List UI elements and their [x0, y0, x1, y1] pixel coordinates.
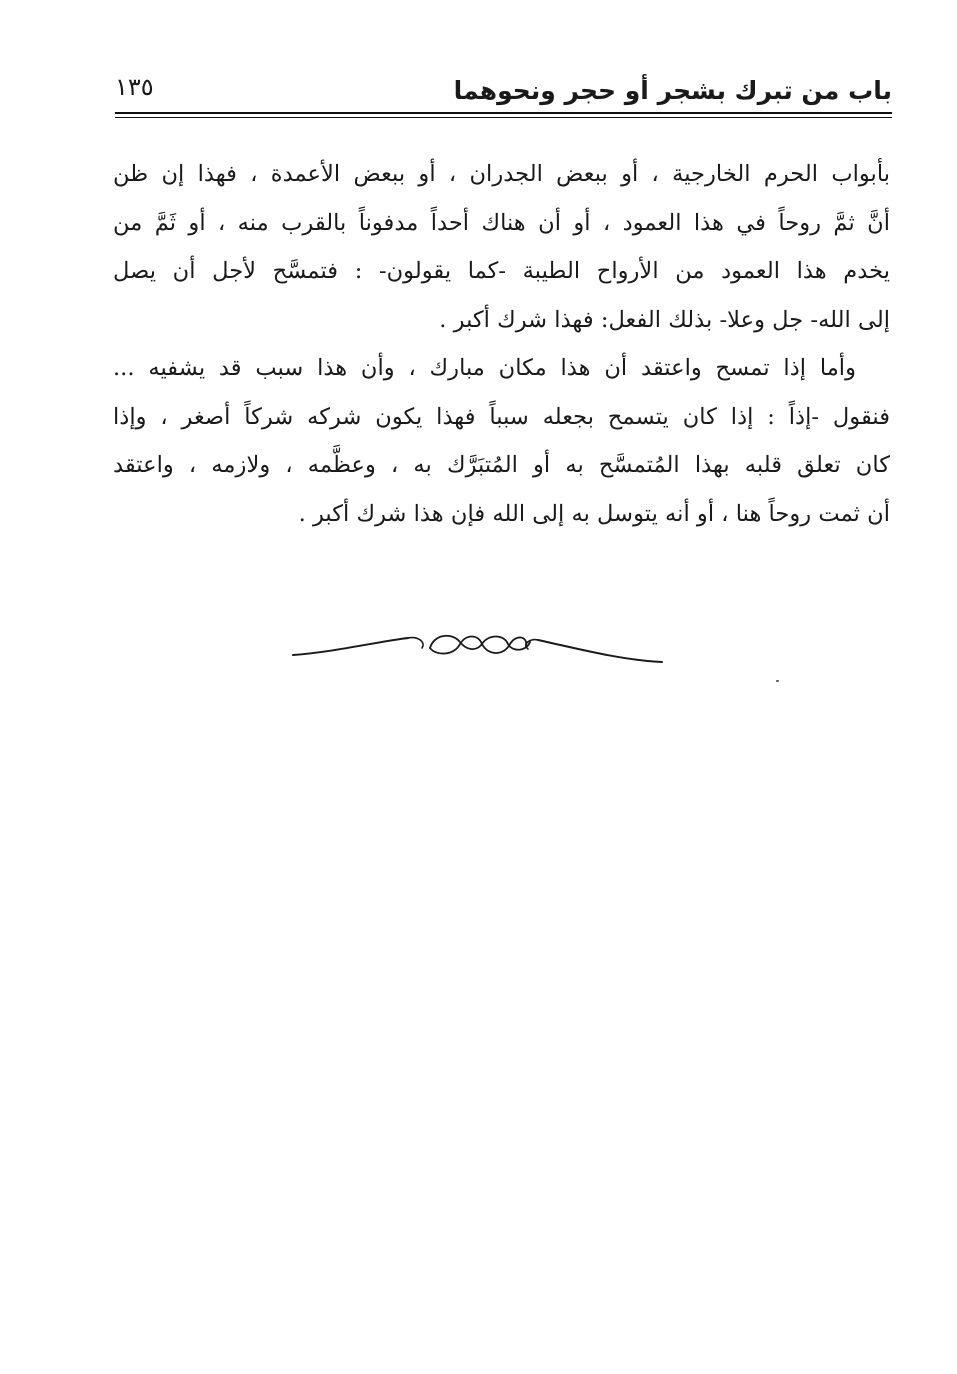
text-line: بأبواب الحرم الخارجية ، أو ببعض الجدران ، أو ببعض الأعمدة ، فهذا إن ظن [113, 161, 890, 187]
flourish-divider-icon [290, 622, 665, 672]
paragraph-1 [113, 150, 890, 344]
running-title: باب من تبرك بشجر أو حجر ونحوهما [453, 76, 892, 105]
text-line: فنقول -إذاً : إذا كان يتسمح بجعله سبباً فهذا يكون شركه شركاً أصغر ، وإذا [113, 403, 890, 430]
scan-speck [776, 680, 779, 682]
text-line: أنَّ ثمَّ روحاً في هذا العمود ، أو أن هناك أحداً مدفوناً بالقرب منه ، أو ثَمَّ من [113, 209, 890, 236]
header-rule-thick [115, 112, 892, 114]
text-line: يخدم هذا العمود من الأرواح الطيبة -كما يقولون- : فتمسَّح لأجل أن يصل [113, 258, 890, 284]
header-rule-thin [115, 117, 892, 118]
text-line: وأما إذا تمسح واعتقد أن هذا مكان مبارك ، وأن هذا سبب قد يشفيه ... [113, 355, 856, 381]
body-text [113, 150, 890, 538]
text-line: كان تعلق قلبه بهذا المُتمسَّح به أو المُتبَرَّك به ، وعظَّمه ، ولازمه ، واعتقد [113, 452, 890, 478]
page-number: ١٣٥ [115, 73, 154, 101]
paragraph-2 [113, 344, 890, 538]
page-header [115, 72, 892, 116]
text-line: أن ثمت روحاً هنا ، أو أنه يتوسل به إلى الله فإن هذا شرك أكبر . [298, 500, 890, 527]
text-line: إلى الله- جل وعلا- بذلك الفعل: فهذا شرك أكبر . [439, 306, 890, 333]
